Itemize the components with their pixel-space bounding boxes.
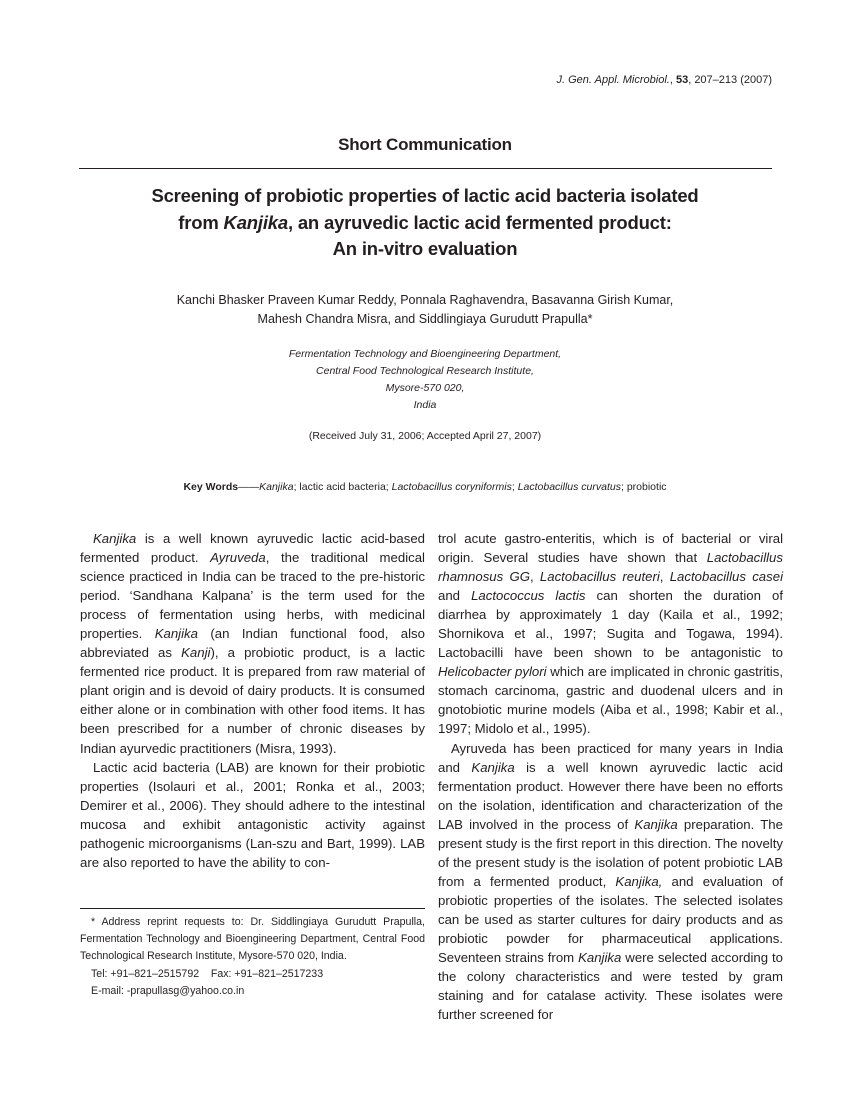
body-column-right <box>438 529 783 1024</box>
body-column-left <box>80 529 425 872</box>
footnote-rule <box>80 908 425 909</box>
title-line-1: Screening of probiotic properties of lactic acid bacteria isolated <box>151 185 699 206</box>
paper-title <box>80 183 770 263</box>
affiliation-line: Mysore-570 020, <box>385 382 465 394</box>
italic-term: Helicobacter pylori <box>438 664 547 680</box>
keyword: Lactobacillus coryniformis <box>391 481 512 493</box>
text: , <box>530 569 540 585</box>
title-text: from <box>178 211 224 233</box>
text: can shorten the duration of diarrhea by approximately 1 day (Kaila et al., 1992; Shornikova et al., 1997; Sugita and Togawa, 1994). Lactobacilli have been shown to be antagonistic to <box>438 588 783 661</box>
italic-term: Kanjika <box>634 816 678 832</box>
italic-term: Kanjika <box>471 759 515 775</box>
paragraph <box>438 739 783 1025</box>
keywords-label: Key Words <box>183 481 239 493</box>
footnote <box>80 914 425 1000</box>
affiliation-line: India <box>413 399 437 411</box>
italic-term: Lactobacillus casei <box>669 569 783 585</box>
affiliation-line: Fermentation Technology and Bioengineering Department, <box>288 348 562 360</box>
footnote-email: E-mail: -prapullasg@yahoo.co.in <box>91 984 245 997</box>
text: and <box>438 588 472 604</box>
footnote-address: * Address reprint requests to: Dr. Siddlingiaya Gurudutt Prapulla, Fermentation Technology and Bioengineering Department, Central Food Technological Research Institute, Mysore-570 020, India. <box>80 916 425 963</box>
authors-line-1: Kanchi Bhasker Praveen Kumar Reddy, Ponnala Raghavendra, Basavanna Girish Kumar, <box>176 293 674 307</box>
keyword-separator: ; lactic acid bacteria; <box>293 481 392 493</box>
running-head: J. Gen. Appl. Microbiol., 53, 207–213 (2007) <box>556 74 772 86</box>
text: is a well known ayruvedic lactic acid fermentation product. However there have been no efforts on the isolation, identification and characterization of the LAB involved in the process of <box>438 759 783 832</box>
italic-term: Kanjika, <box>615 873 663 889</box>
section-label: Short Communication <box>338 135 512 154</box>
header-rule <box>79 168 772 169</box>
text: which are implicated in chronic gastritis, stomach carcinoma, gastric and duodenal ulcers and in gnotobiotic murine models (Aiba et al., 1998; Kabir et al., 1997; Midolo et al., 1995). <box>438 664 783 737</box>
title-text: , an ayruvedic lactic acid fermented product: <box>287 211 672 233</box>
journal-name: J. Gen. Appl. Microbiol. <box>556 74 670 86</box>
text: were selected according to the colony characteristics and were tested by gram staining and for catalase activity. These isolates were further screened for <box>438 950 783 1023</box>
keywords <box>80 481 770 493</box>
volume-number: 53 <box>675 74 689 86</box>
italic-term: Kanjika <box>154 626 198 642</box>
paragraph: Lactic acid bacteria (LAB) are known for their probiotic properties (Isolauri et al., 2001; Ronka et al., 2003; Demirer et al., 2006). They should adhere to the intestinal mucosa and exhibit antagonistic activity against pathogenic microorganisms (Lan-szu and Bart, 1999). LAB are also reported to have the ability to con- <box>80 759 425 870</box>
keywords-dash: —— <box>238 481 260 493</box>
paragraph <box>80 529 425 758</box>
paragraph <box>438 529 783 739</box>
italic-term: Kanjika <box>578 950 622 966</box>
title-line-3: An in-vitro evaluation <box>332 238 518 259</box>
text: and evaluation of probiotic properties of the isolates. The selected isolates can be used as starter cultures for dairy products and as probiotic powder for pharmaceutical applications. Seventeen strains from <box>438 873 783 966</box>
received-dates: (Received July 31, 2006; Accepted April 27, 2007) <box>308 430 542 442</box>
affiliation-line: Central Food Technological Research Institute, <box>316 365 534 377</box>
keyword-separator: ; <box>511 481 518 493</box>
affiliation <box>80 346 770 414</box>
authors-line-2: Mahesh Chandra Misra, and Siddlingiaya Gurudutt Prapulla* <box>257 312 593 326</box>
text: Ayruveda has been practiced for many years in India and <box>438 740 783 775</box>
footnote-tel-fax: Tel: +91–821–2515792 Fax: +91–821–2517233 <box>91 967 324 980</box>
italic-term: Ayruveda <box>210 550 266 566</box>
italic-term: Lactobacillus reuteri <box>539 569 660 585</box>
text: , the traditional medical science practiced in India can be traced to the pre-historic period. ‘Sandhana Kalpana’ is the term used for the process of fermentation using herbs, with medicinal properties. <box>80 550 425 642</box>
italic-term: Kanji <box>181 645 211 661</box>
title-line-2 <box>80 210 770 237</box>
keyword: Kanjika <box>259 481 294 493</box>
text: is a well known ayruvedic lactic acid-based fermented product. <box>80 531 425 566</box>
italic-term: Kanjika <box>93 531 137 546</box>
text: preparation. The present study is the first report in this direction. The novelty of the present study is the isolation of potent probiotic LAB from a fermented product, <box>438 816 783 889</box>
keyword-separator: ; probiotic <box>621 481 667 493</box>
text: trol acute gastro-enteritis, which is of bacterial or viral origin. Several studies have shown that <box>438 531 783 566</box>
text: , <box>659 569 670 585</box>
keyword: Lactobacillus curvatus <box>517 481 621 493</box>
italic-term: Lactococcus lactis <box>471 588 586 604</box>
text: ), a probiotic product, is a lactic fermented rice product. It is prepared from raw material of plant origin and is devoid of dairy products. It is consumed either alone or in combination with other food items. It has been prescribed for a number of chronic diseases by Indian ayurvedic practitioners (Misra, 1993). <box>80 645 425 756</box>
italic-term: Lactobacillus rhamnosus GG <box>438 550 783 585</box>
author-list <box>80 291 770 329</box>
text: (an Indian functional food, also abbreviated as <box>80 626 425 661</box>
pages-year: , 207–213 (2007) <box>688 74 772 86</box>
title-italic-term: Kanjika <box>223 211 288 233</box>
